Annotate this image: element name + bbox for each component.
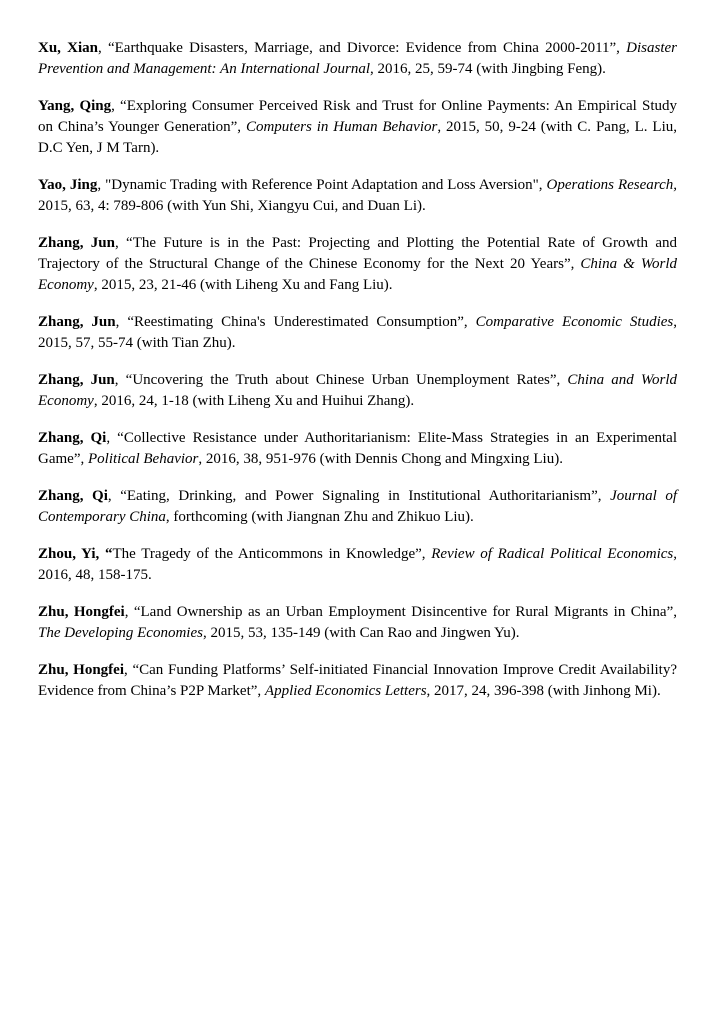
publication-citation: , 2016, 38, 951-976 (with Dennis Chong and Mingxing Liu). xyxy=(198,451,563,467)
publication-entry xyxy=(38,428,677,470)
journal-name: The Developing Economies xyxy=(38,625,203,641)
journal-name: Operations Research, xyxy=(546,177,677,193)
publication-title: The Tragedy of the Anticommons in Knowledge”, xyxy=(112,546,432,562)
publication-entry xyxy=(38,38,677,80)
publication-entry xyxy=(38,602,677,644)
author-name: Zhu, Hongfei xyxy=(38,604,125,620)
publication-title: , “Exploring Consumer Perceived Risk and Trust for Online Payments: An Empirical Study on China’s Younger Generation”, xyxy=(38,98,677,135)
publication-entry xyxy=(38,96,677,159)
publication-title: , “Land Ownership as an Urban Employment Disincentive for Rural Migrants in China”, xyxy=(124,604,677,620)
author-name: Zhang, Jun xyxy=(38,314,116,330)
author-name: Zhang, Jun xyxy=(38,372,115,388)
publication-title: , “Uncovering the Truth about Chinese Urban Unemployment Rates”, xyxy=(114,372,568,388)
journal-name: Disaster Prevention and Management: An International Journal xyxy=(38,40,677,77)
publication-title: , “The Future is in the Past: Projecting and Plotting the Potential Rate of Growth and Trajectory of the Structural Change of the Chinese Economy for the Next 20 Years”, xyxy=(38,235,677,272)
journal-name: Political Behavior xyxy=(87,451,199,467)
publication-citation: , 2016, 25, 59-74 (with Jingbing Feng). xyxy=(370,61,606,77)
publication-citation: , 2015, 57, 55-74 (with Tian Zhu). xyxy=(38,314,677,351)
author-name: Zhang, Qi xyxy=(38,430,107,446)
publication-entry xyxy=(38,312,677,354)
publication-citation: , 2017, 24, 396-398 (with Jinhong Mi). xyxy=(426,683,661,699)
author-name: Yao, Jing xyxy=(38,177,98,193)
publication-entry xyxy=(38,486,677,528)
publication-citation: , 2015, 53, 135-149 (with Can Rao and Jingwen Yu). xyxy=(202,625,520,641)
publications-list xyxy=(38,38,677,702)
author-name: Zhou, Yi, “ xyxy=(38,546,113,562)
journal-name: China & World Economy xyxy=(38,256,677,293)
journal-name: Comparative Economic Studies xyxy=(475,314,674,330)
publication-entry xyxy=(38,370,677,412)
publication-title: , “Reestimating China's Underestimated Consumption”, xyxy=(115,314,476,330)
journal-name: Computers in Human Behavior xyxy=(245,119,438,135)
publication-citation: , 2016, 48, 158-175. xyxy=(38,546,677,583)
publication-title: , "Dynamic Trading with Reference Point Adaptation and Loss Aversion", xyxy=(97,177,547,193)
publication-citation: 2015, 63, 4: 789-806 (with Yun Shi, Xiangyu Cui, and Duan Li). xyxy=(38,198,426,214)
journal-name: China and World Economy xyxy=(38,372,678,409)
publication-citation: , 2015, 50, 9-24 (with C. Pang, L. Liu, D.C Yen, J M Tarn). xyxy=(38,119,678,156)
publication-title: , “Can Funding Platforms’ Self-initiated Financial Innovation Improve Credit Availability? Evidence from China’s P2P Market”, xyxy=(38,662,677,699)
author-name: Yang, Qing xyxy=(38,98,112,114)
author-name: Zhang, Qi xyxy=(38,488,108,504)
publication-title: , “Earthquake Disasters, Marriage, and Divorce: Evidence from China 2000-2011”, xyxy=(98,40,627,56)
author-name: Zhang, Jun xyxy=(38,235,115,251)
publication-entry xyxy=(38,544,677,586)
publication-title: , “Collective Resistance under Authoritarianism: Elite-Mass Strategies in an Experimental Game”, xyxy=(38,430,677,467)
journal-name: Journal of Contemporary China xyxy=(38,488,678,525)
publication-entry xyxy=(38,660,677,702)
author-name: Xu, Xian xyxy=(38,40,98,56)
journal-name: Review of Radical Political Economics xyxy=(431,546,674,562)
author-name: Zhu, Hongfei xyxy=(38,662,124,678)
publication-entry xyxy=(38,175,677,217)
journal-name: Applied Economics Letters xyxy=(264,683,427,699)
publication-citation: , forthcoming (with Jiangnan Zhu and Zhikuo Liu). xyxy=(165,509,474,525)
publication-citation: , 2015, 23, 21-46 (with Liheng Xu and Fang Liu). xyxy=(93,277,393,293)
publication-title: , “Eating, Drinking, and Power Signaling in Institutional Authoritarianism”, xyxy=(107,488,611,504)
publication-citation: , 2016, 24, 1-18 (with Liheng Xu and Huihui Zhang). xyxy=(93,393,415,409)
publication-entry xyxy=(38,233,677,296)
